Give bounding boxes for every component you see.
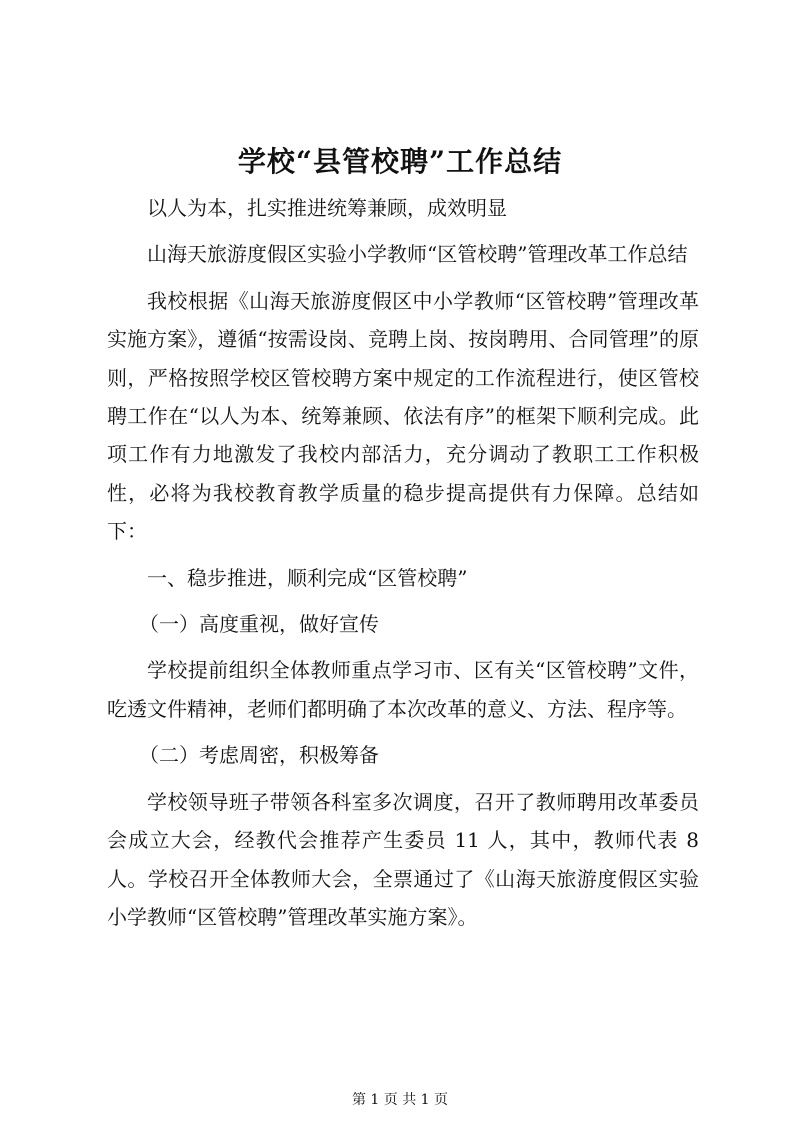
heading-subsection-1: （一）高度重视，做好宣传 (139, 612, 379, 637)
paragraph-intro: 我校根据《山海天旅游度假区中小学教师“区管校聘”管理改革实施方案》，遵循“按需设岗、竞聘上岗、按岗聘用、合同管理”的原则，严格按照学校区管校聘方案中规定的工作流程进行，使区管校聘工作在“以人为本、统筹兼顾、依法有序”的框架下顺利完成。此项工作有力地激发了我校内部活力，充分调动了教职工工作积极性，必将为我校教育教学质量的稳步提高提供有力保障。总结如下： (107, 288, 699, 544)
paragraph-subsection-1: 学校提前组织全体教师重点学习市、区有关“区管校聘”文件，吃透文件精神，老师们都明确了本次改革的意义、方法、程序等。 (107, 658, 699, 721)
document-body (107, 189, 699, 936)
paragraph-report-title: 山海天旅游度假区实验小学教师“区管校聘”管理改革工作总结 (147, 242, 688, 267)
document-title: 学校“县管校聘”工作总结 (237, 145, 563, 178)
page-footer: 第 1 页 共 1 页 (351, 1092, 449, 1108)
paragraph-subsection-2: 学校领导班子带领各科室多次调度，召开了教师聘用改革委员会成立大会，经教代会推荐产生委员 11 人，其中，教师代表 8 人。学校召开全体教师大会，全票通过了《山海天旅游度假区实验小学教师“区管校聘”管理改革实施方案》。 (107, 789, 699, 929)
heading-subsection-2: （二）考虑周密，积极筹备 (139, 743, 379, 768)
heading-section-1: 一、稳步推进，顺利完成“区管校聘” (147, 565, 468, 590)
paragraph-subtitle: 以人为本，扎实推进统筹兼顾，成效明显 (147, 196, 507, 220)
